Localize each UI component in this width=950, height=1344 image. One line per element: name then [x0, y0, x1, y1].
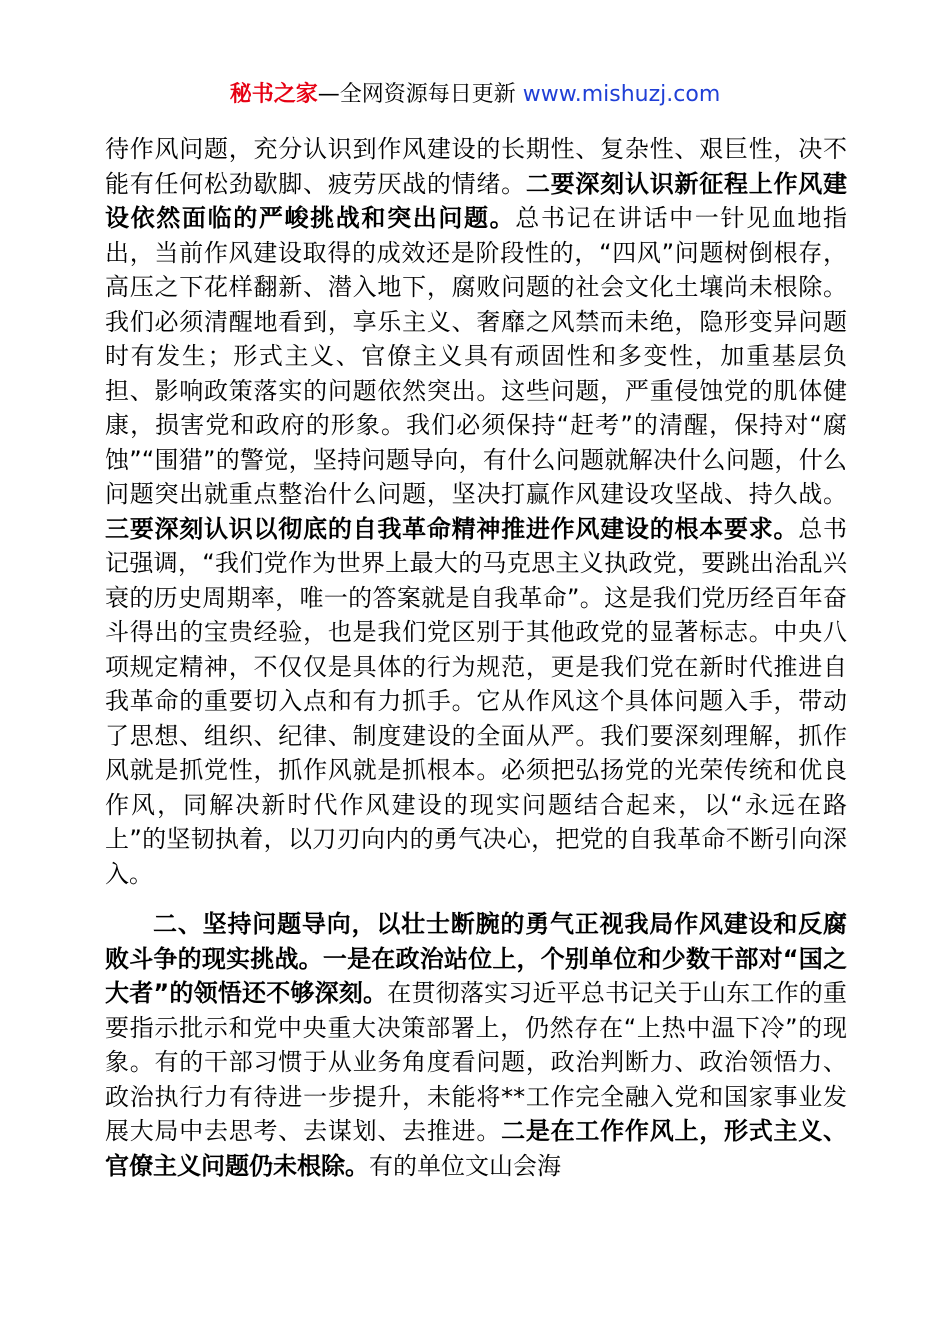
header-tagline: —全网资源每日更新: [317, 82, 523, 107]
paragraph-1-bold-heading-3: 三要深刻认识以彻底的自我革命精神推进作风建设的根本要求。: [105, 514, 799, 543]
paragraph-2-text-1: 在贯彻落实习近平总书记关于山东工作的重要指示批示和党中央重大决策部署上，仍然存在“上热中温下冷”的现象。有的干部习惯于从业务角度看问题，政治判断力、政治领悟力、政治执行力有待进一步提升，未能将**工作完全融入党和国家事业发展大局中去思考、去谋划、去推进。: [105, 979, 847, 1145]
site-url-link[interactable]: www.mishuzj.com: [522, 82, 721, 107]
paragraph-2: [105, 907, 847, 1183]
paragraph-2-bold-heading-2: 二是在工作作风上，形式主义、官僚主义问题仍未根除。: [105, 1117, 848, 1180]
paragraph-2-text-2: 有的单位文山会海: [369, 1151, 561, 1180]
section-heading-2: 二、坚持问题导向，以壮士断腕的勇气正视我局作风建设和反腐败斗争的现实挑战。一是在政治站位上，个别单位和少数干部对“国之大者”的领悟还不够深刻。: [105, 910, 847, 1007]
paragraph-1: [105, 132, 847, 891]
paragraph-1-text-1: 待作风问题，充分认识到作风建设的长期性、复杂性、艰巨性，决不能有任何松劲歇脚、疲劳厌战的情绪。: [105, 135, 847, 198]
paragraph-1-text-2: 总书记在讲话中一针见血地指出，当前作风建设取得的成效还是阶段性的，“四风”问题树倒根存，高压之下花样翻新、潜入地下，腐败问题的社会文化土壤尚未根除。我们必须清醒地看到，享乐主义、奢靡之风禁而未绝，隐形变异问题时有发生；形式主义、官僚主义具有顽固性和多变性，加重基层负担、影响政策落实的问题依然突出。这些问题，严重侵蚀党的肌体健康，损害党和政府的形象。我们必须保持“赶考”的清醒，保持对“腐蚀”“围猎”的警觉，坚持问题导向，有什么问题就解决什么问题，什么问题突出就重点整治什么问题，坚决打赢作风建设攻坚战、持久战。: [105, 204, 848, 508]
brand-name: 秘书之家: [229, 82, 318, 107]
document-body: [105, 132, 847, 1183]
page-header: [0, 80, 950, 110]
paragraph-1-text-3: 总书记强调，“我们党作为世界上最大的马克思主义执政党，要跳出治乱兴衰的历史周期率，唯一的答案就是自我革命”。这是我们党历经百年奋斗得出的宝贵经验，也是我们党区别于其他政党的显著标志。中央八项规定精神，不仅仅是具体的行为规范，更是我们党在新时代推进自我革命的重要切入点和有力抓手。它从作风这个具体问题入手，带动了思想、组织、纪律、制度建设的全面从严。我们要深刻理解，抓作风就是抓党性，抓作风就是抓根本。必须把弘扬党的光荣传统和优良作风，同解决新时代作风建设的现实问题结合起来，以“永远在路上”的坚韧执着，以刀刃向内的勇气决心，把党的自我革命不断引向深入。: [105, 514, 848, 888]
paragraph-1-bold-heading-2: 二要深刻认识新征程上作风建设依然面临的严峻挑战和突出问题。: [105, 169, 848, 232]
